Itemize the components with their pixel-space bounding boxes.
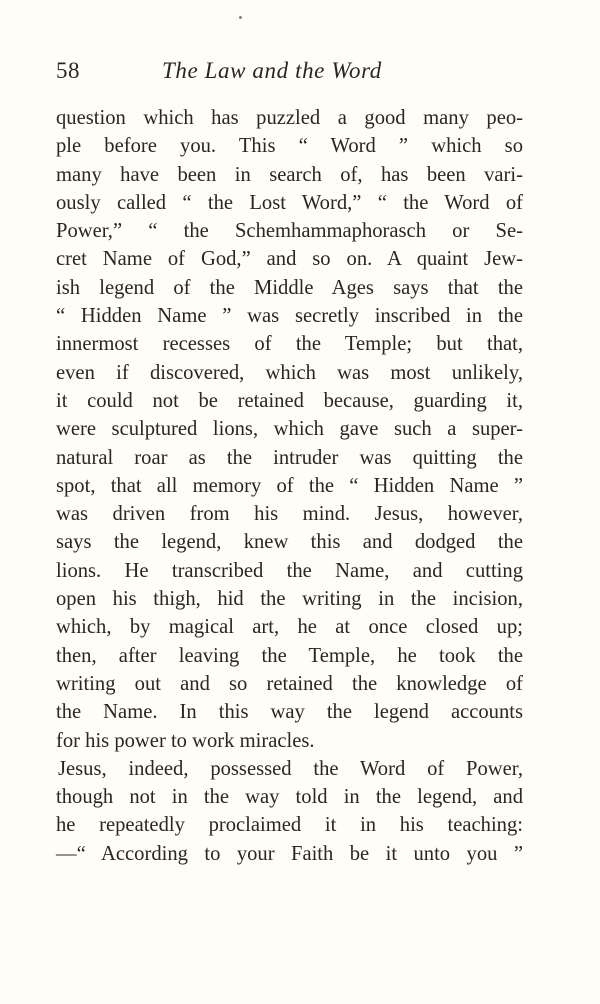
text-line: was driven from his mind. Jesus, however, xyxy=(56,503,523,526)
text-line: innermost recesses of the Temple; but that, xyxy=(56,333,523,356)
text-line: writing out and so retained the knowledge of xyxy=(56,672,523,695)
page-number: 58 xyxy=(56,58,80,83)
paragraph xyxy=(56,755,523,868)
body-text xyxy=(56,104,523,868)
text-line: Jesus, indeed, possessed the Word of Power, xyxy=(58,757,523,780)
text-line: then, after leaving the Temple, he took the xyxy=(56,644,523,667)
text-line: question which has puzzled a good many peo- xyxy=(56,107,523,129)
text-line: ple before you. This “ Word ” which so xyxy=(56,135,523,158)
page-header xyxy=(56,58,526,88)
text-line: even if discovered, which was most unlikely, xyxy=(56,361,523,384)
text-line: open his thigh, hid the writing in the incision, xyxy=(56,588,523,611)
text-line: which, by magical art, he at once closed up; xyxy=(56,616,523,639)
ink-speck xyxy=(239,16,242,19)
text-line: cret Name of God,” and so on. A quaint Jew- xyxy=(56,248,523,271)
text-line: he repeatedly proclaimed it in his teaching: xyxy=(56,814,523,837)
text-line: were sculptured lions, which gave such a super- xyxy=(56,418,523,441)
text-line: many have been in search of, has been vari- xyxy=(56,163,523,186)
running-title: The Law and the Word xyxy=(162,58,382,83)
text-line: spot, that all memory of the “ Hidden Name ” xyxy=(56,474,523,497)
text-line: natural roar as the intruder was quitting the xyxy=(56,446,523,469)
text-line: ously called “ the Lost Word,” “ the Word of xyxy=(56,191,523,214)
text-line: lions. He transcribed the Name, and cutting xyxy=(56,559,523,582)
text-line: “ Hidden Name ” was secretly inscribed in the xyxy=(56,305,523,328)
text-line: though not in the way told in the legend, and xyxy=(56,786,523,809)
text-line: —“ According to your Faith be it unto you ” xyxy=(56,842,523,865)
text-line: for his power to work miracles. xyxy=(56,729,315,752)
text-line: says the legend, knew this and dodged the xyxy=(56,531,523,554)
text-line: the Name. In this way the legend accounts xyxy=(56,701,523,724)
text-line: ish legend of the Middle Ages says that the xyxy=(56,276,523,299)
text-line: Power,” “ the Schemhammaphorasch or Se- xyxy=(56,220,523,243)
text-line: it could not be retained because, guarding it, xyxy=(56,389,523,412)
paragraph xyxy=(56,104,523,755)
